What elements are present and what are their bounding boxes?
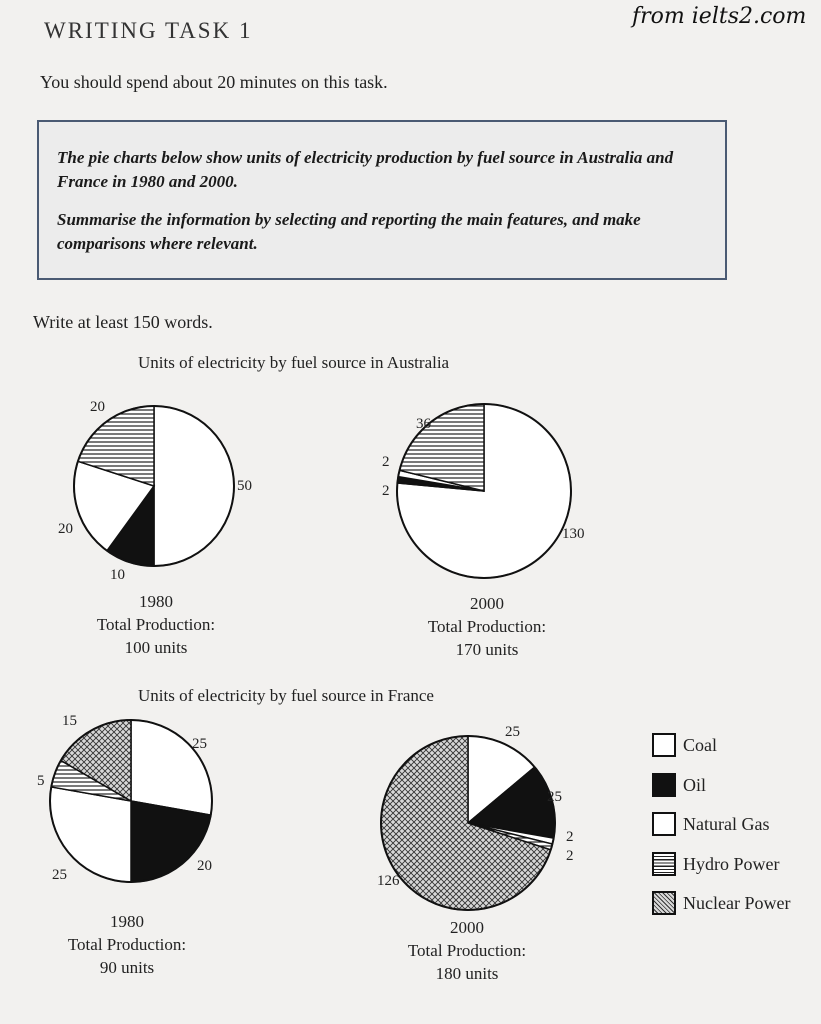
slice-label-natural-gas: 20 xyxy=(58,521,73,537)
slice-label-coal: 50 xyxy=(237,478,252,494)
legend-swatch-hydro-power xyxy=(652,852,676,876)
slice-label-nuclear-power: 15 xyxy=(62,713,77,729)
slice-label-hydro-power: 5 xyxy=(37,773,45,789)
slice-label-coal: 25 xyxy=(505,724,520,740)
legend-label-coal: Coal xyxy=(683,735,717,755)
slice-label-natural-gas: 2 xyxy=(382,454,390,470)
france-2000-total-label: Total Production: xyxy=(407,941,527,960)
france-2000-total-value: 180 units xyxy=(435,964,499,983)
legend-swatch-nuclear-power xyxy=(652,891,676,915)
australia-chart-title: Units of electricity by fuel source in Australia xyxy=(138,353,450,372)
watermark-text: from ielts2.com xyxy=(632,4,807,29)
legend-swatch-coal xyxy=(652,733,676,757)
slice-label-coal: 25 xyxy=(192,736,207,752)
slice-coal xyxy=(131,720,212,815)
australia-2000-pie xyxy=(382,404,585,578)
australia-1980-total-label: Total Production: xyxy=(96,615,216,634)
prompt-description: The pie charts below show units of electricity production by fuel source in Australia and France in 1980 and 2000. xyxy=(57,148,674,191)
slice-coal xyxy=(154,406,234,566)
slice-label-coal: 130 xyxy=(562,526,585,542)
legend-label-oil: Oil xyxy=(683,774,707,795)
australia-1980-total-value: 100 units xyxy=(124,638,188,657)
slice-label-oil: 10 xyxy=(110,567,125,583)
legend-label-hydro-power: Hydro Power xyxy=(683,853,780,874)
word-requirement: Write at least 150 words. xyxy=(33,312,213,332)
slice-label-natural-gas: 2 xyxy=(566,829,574,845)
australia-2000-total-label: Total Production: xyxy=(427,617,547,636)
australia-1980-pie xyxy=(58,399,252,583)
legend-label-nuclear-power: Nuclear Power xyxy=(683,893,791,913)
france-1980-pie xyxy=(37,713,212,883)
france-chart-title: Units of electricity by fuel source in France xyxy=(138,686,434,705)
slice-label-oil: 20 xyxy=(197,858,212,874)
legend-swatch-oil xyxy=(652,773,676,797)
prompt-task: Summarise the information by selecting and reporting the main features, and make comparisons where relevant. xyxy=(57,210,641,253)
france-2000-pie xyxy=(377,724,574,910)
france-2000-year: 2000 xyxy=(450,918,484,937)
france-1980-total-label: Total Production: xyxy=(67,935,187,954)
slice-label-oil: 2 xyxy=(382,483,390,499)
france-1980-total-value: 90 units xyxy=(99,958,155,977)
slice-label-oil: 25 xyxy=(547,789,562,805)
legend-swatch-natural-gas xyxy=(652,812,676,836)
australia-1980-year: 1980 xyxy=(139,592,173,611)
slice-label-nuclear-power: 126 xyxy=(377,873,400,889)
australia-2000-year: 2000 xyxy=(470,594,504,613)
slice-label-hydro-power: 20 xyxy=(90,399,105,415)
time-instruction: You should spend about 20 minutes on this task. xyxy=(40,72,388,92)
slice-label-hydro-power: 2 xyxy=(566,848,574,864)
slice-label-hydro-power: 36 xyxy=(416,416,431,432)
legend-label-natural-gas: Natural Gas xyxy=(683,814,770,834)
australia-2000-total-value: 170 units xyxy=(455,640,519,659)
task-heading: WRITING TASK 1 xyxy=(44,18,253,43)
france-1980-year: 1980 xyxy=(110,912,144,931)
slice-label-natural-gas: 25 xyxy=(52,867,67,883)
